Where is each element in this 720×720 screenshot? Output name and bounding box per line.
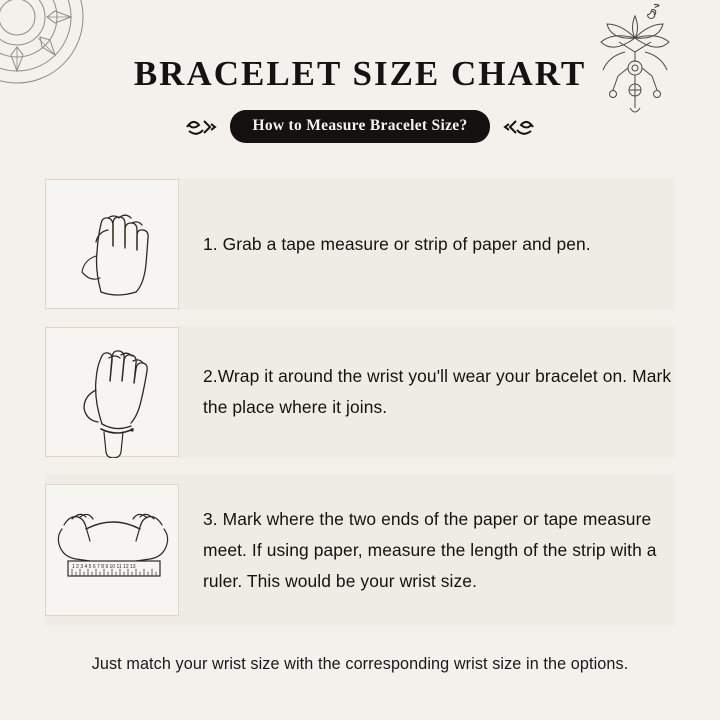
hands-measuring-strip-with-ruler-icon [46, 485, 180, 617]
footer-note: Just match your wrist size with the corresponding wrist size in the options. [91, 655, 629, 673]
step-illustration-3 [45, 484, 179, 616]
step-item [0, 474, 720, 626]
right-flourish-icon [502, 115, 536, 139]
step-text-1: 1. Grab a tape measure or strip of paper and pen. [203, 233, 591, 254]
page-title: BRACELET SIZE CHART [133, 54, 587, 93]
subtitle-row [0, 110, 720, 143]
steps-list [0, 178, 720, 642]
svg-text:1 2 3 4 5 6 7 8 9 10 11 12 13: 1 2 3 4 5 6 7 8 9 10 11 12 13 [72, 564, 136, 570]
step-text-3: 3. Mark where the two ends of the paper or tape measure meet. If using paper, measure the length of the strip with a ruler. This would be your wrist size. [203, 508, 657, 591]
step-text-2: 2.Wrap it around the wrist you'll wear your bracelet on. Mark the place where it joins. [203, 366, 672, 417]
subtitle-pill: How to Measure Bracelet Size? [230, 110, 489, 143]
step-illustration-2 [45, 327, 179, 457]
left-flourish-icon [184, 115, 218, 139]
step-illustration-1 [45, 179, 179, 309]
closed-fist-hand-icon [46, 180, 180, 310]
step-item [0, 178, 720, 310]
step-item [0, 326, 720, 458]
hand-with-tape-around-wrist-icon [46, 328, 180, 458]
